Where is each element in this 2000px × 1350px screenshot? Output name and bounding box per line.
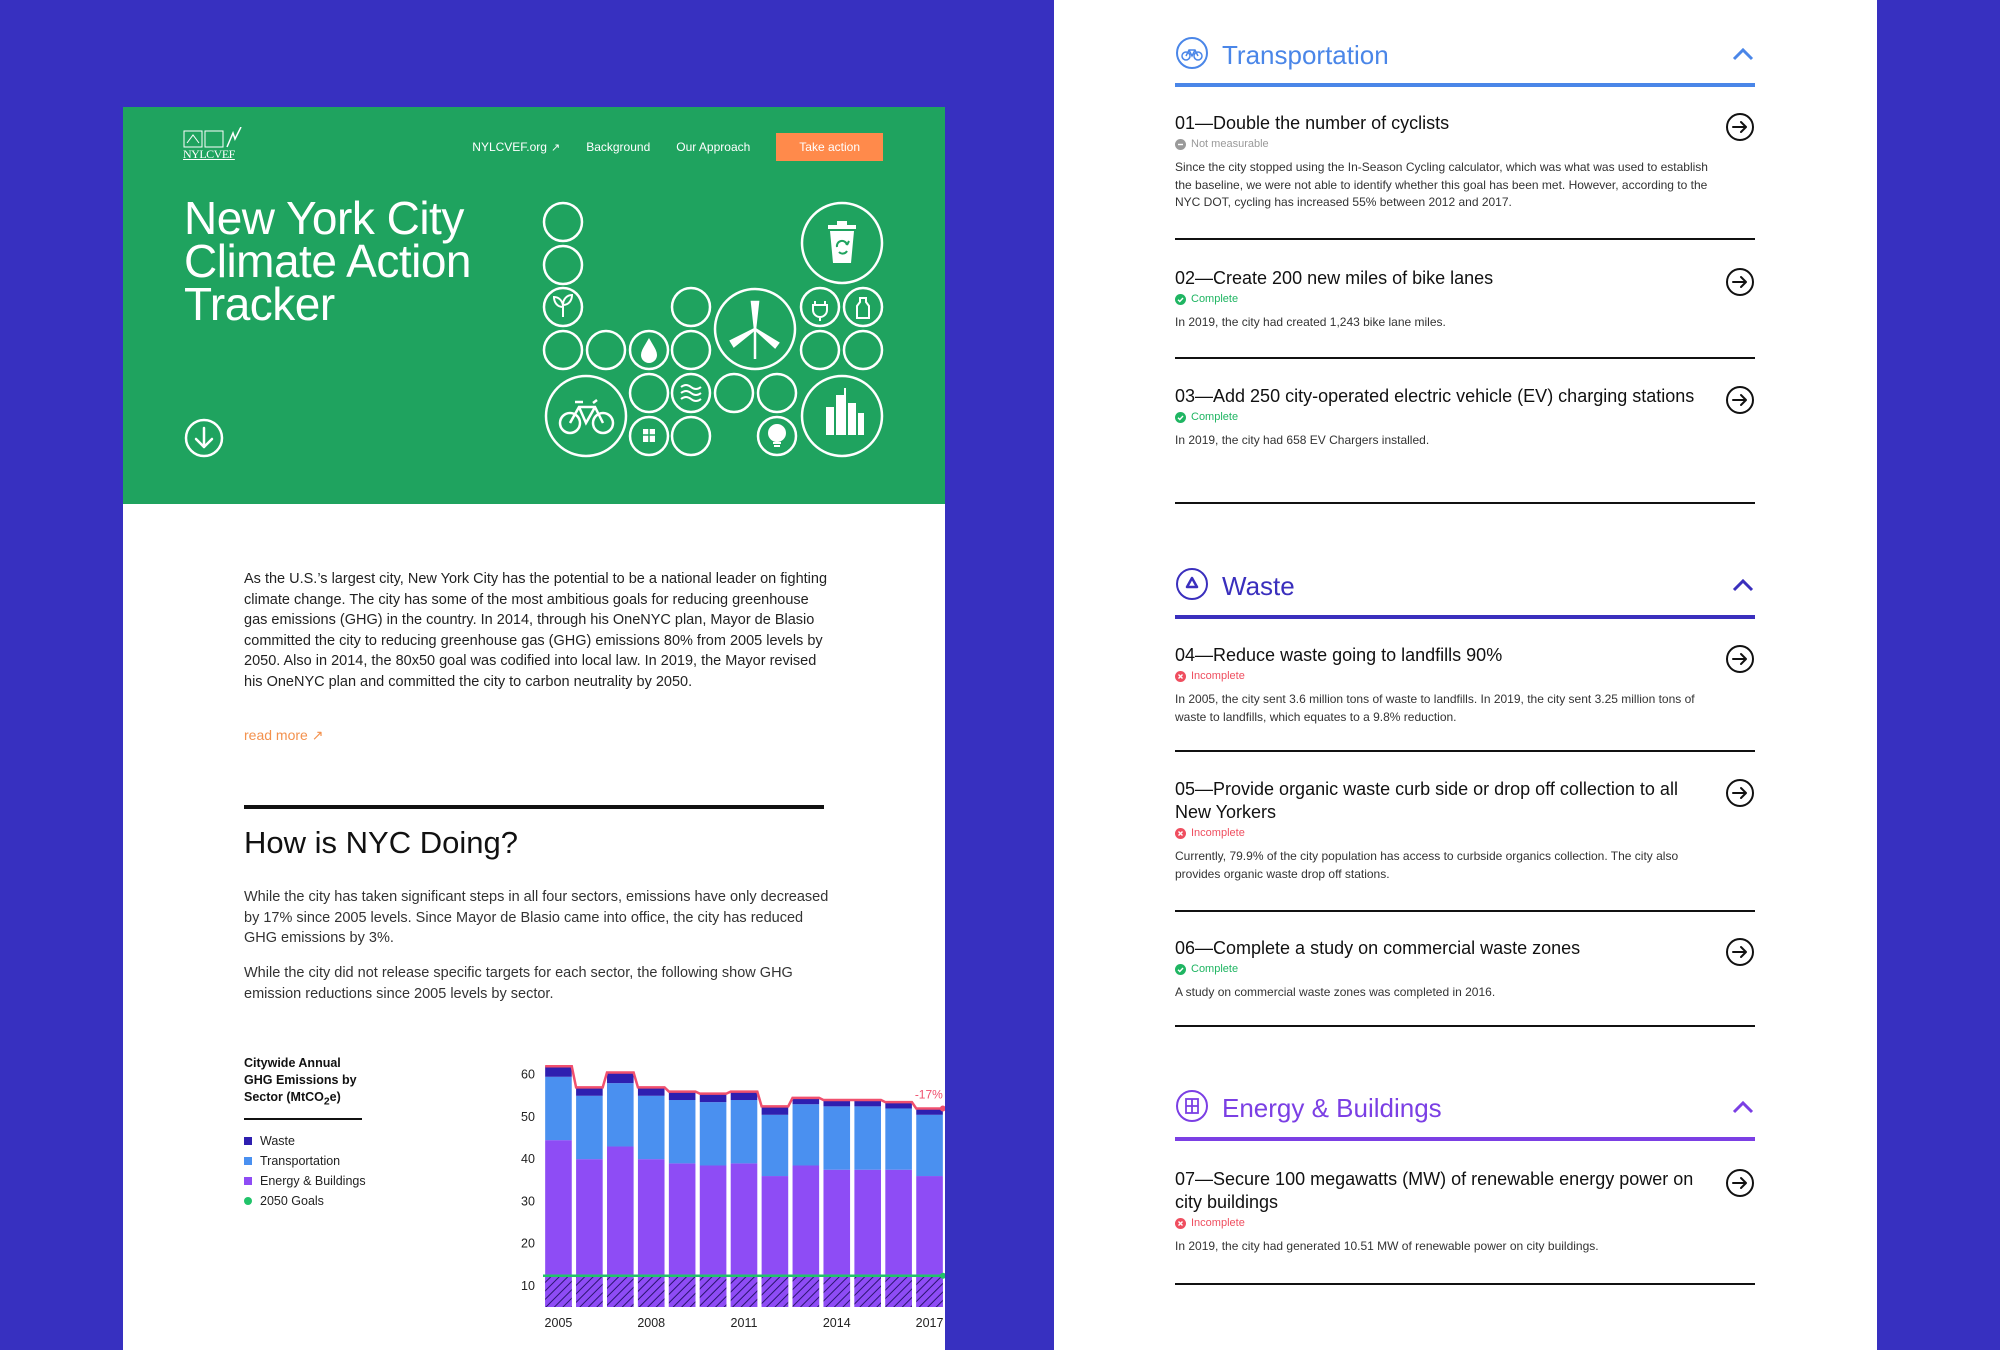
y-tick-label: 10 (521, 1278, 535, 1293)
goal-status-label: Not measurable (1191, 138, 1269, 150)
emissions-chart (393, 1052, 945, 1342)
check-circle-icon (1175, 294, 1186, 305)
goal-divider (1175, 750, 1755, 752)
goal-status (1175, 138, 1755, 150)
x-tick-label: 2011 (730, 1316, 758, 1330)
bar-segment (669, 1092, 696, 1100)
nav-background-link[interactable]: Background (586, 140, 651, 154)
goal-hatch (793, 1276, 820, 1307)
waves-icon (681, 385, 701, 401)
category-header-transportation[interactable] (1175, 36, 1755, 76)
goal-hatch (762, 1276, 789, 1307)
arrow-right-icon[interactable] (1725, 1168, 1755, 1198)
bar-segment (545, 1077, 572, 1140)
goal-divider (1175, 910, 1755, 912)
bar-segment (731, 1100, 758, 1163)
chevron-up-icon[interactable] (1731, 577, 1755, 593)
goal-hatch (885, 1276, 912, 1307)
bicycle-icon (1175, 36, 1209, 70)
bubble (544, 288, 582, 326)
bubble (672, 417, 710, 455)
bubble (715, 374, 753, 412)
bar-segment (607, 1073, 634, 1084)
legend-swatch (244, 1157, 252, 1165)
bubble-large-city (802, 376, 882, 456)
category-title: Energy & Buildings (1222, 1093, 1442, 1123)
recycle-bin-icon (828, 221, 856, 263)
goal-description: In 2019, the city had created 1,243 bike lane miles. (1175, 315, 1446, 329)
bar-segment (638, 1087, 665, 1095)
bubble (672, 374, 710, 412)
logo-icon (183, 127, 243, 149)
arrow-right-icon[interactable] (1725, 778, 1755, 808)
external-link-icon: ↗ (311, 727, 324, 743)
bar-segment (607, 1083, 634, 1146)
goal-description: A study on commercial waste zones was completed in 2016. (1175, 985, 1496, 999)
logo-text: NYLCVEF (183, 147, 235, 161)
bubble (672, 288, 710, 326)
bar-segment (576, 1087, 603, 1095)
goal-title: 02—Create 200 new miles of bike lanes (1175, 268, 1494, 288)
goal-status (1175, 411, 1755, 423)
goal-status (1175, 670, 1755, 682)
arrow-right-icon[interactable] (1725, 385, 1755, 415)
bubble (630, 417, 668, 455)
bubble (844, 331, 882, 369)
nav-approach-link[interactable]: Our Approach (676, 140, 751, 154)
arrow-right-icon[interactable] (1725, 112, 1755, 142)
bar-segment (700, 1094, 727, 1102)
goal-title: 04—Reduce waste going to landfills 90% (1175, 645, 1503, 665)
building-grid-icon (1175, 1089, 1209, 1123)
goal-hatch (823, 1276, 850, 1307)
minus-circle-icon (1175, 139, 1186, 150)
city-buildings-icon (826, 388, 864, 435)
category-divider (1175, 615, 1755, 619)
goal-item[interactable] (1175, 385, 1755, 450)
bubble (544, 203, 582, 241)
bubble (672, 331, 710, 369)
goal-description: In 2019, the city had 658 EV Chargers installed. (1175, 433, 1430, 447)
bar-segment (762, 1106, 789, 1114)
left-panel (123, 107, 945, 1350)
bubble (630, 374, 668, 412)
goal-status (1175, 963, 1755, 975)
bar-segment (731, 1092, 758, 1100)
goal-divider (1175, 238, 1755, 240)
logo[interactable] (183, 127, 243, 161)
bar-segment (854, 1106, 881, 1169)
goal-status-label: Complete (1191, 293, 1239, 305)
recycle-icon (1175, 567, 1209, 601)
y-tick-label: 40 (521, 1152, 535, 1167)
bubble (630, 331, 668, 369)
bar-segment (823, 1106, 850, 1169)
hero (123, 107, 945, 504)
goal-status-label: Complete (1191, 963, 1239, 975)
chart-title-subscript: 2 (323, 1096, 330, 1108)
external-link-icon: ↗ (550, 142, 561, 154)
category-title: Transportation (1222, 40, 1389, 70)
chart-legend (244, 1131, 366, 1211)
goal-status (1175, 827, 1755, 839)
goal-hatch (607, 1276, 634, 1307)
x-circle-icon (1175, 671, 1186, 682)
goal-item[interactable] (1175, 1168, 1755, 1256)
arrow-right-icon[interactable] (1725, 937, 1755, 967)
y-tick-label: 20 (521, 1236, 535, 1251)
legend-item-energy (244, 1171, 366, 1191)
x-tick-label: 2005 (544, 1316, 573, 1330)
legend-swatch (244, 1197, 252, 1205)
goal-status (1175, 1217, 1755, 1229)
intro-paragraph: As the U.S.’s largest city, New York City has the potential to be a national leader on fighting climate change. The city has some of the most ambitious goals for reducing greenhouse gas emissions (GHG) in the country. In 2014, through his OneNYC plan, Mayor de Blasio committed the city to reducing greenhouse gas (GHG) emissions 80% from 2005 levels by 2050. Also in 2014, the 80x50 goal was codified into local law. In 2019, the Mayor revised his OneNYC plan and committed the city to carbon neutrality by 2050. (244, 571, 828, 690)
goal-title: 01—Double the number of cyclists (1175, 113, 1450, 133)
goal-divider (1175, 1283, 1755, 1285)
goal-hatch (854, 1276, 881, 1307)
goal-status-label: Complete (1191, 411, 1239, 423)
x-circle-icon (1175, 828, 1186, 839)
chart-title (244, 1055, 369, 1111)
read-more-label: read more (244, 727, 308, 743)
bubble-large-bike (546, 376, 626, 456)
water-drop-icon (642, 340, 656, 362)
light-bulb-icon (769, 425, 785, 446)
category-divider (1175, 1137, 1755, 1141)
summary-paragraph-1: While the city has taken significant steps in all four sectors, emissions have only decreased by 17% since 2005 levels. Since Mayor de Blasio came into office, the city has reduced GHG emissions by 3%. (244, 889, 829, 947)
goal-title: 06—Complete a study on commercial waste zones (1175, 938, 1581, 958)
bar-segment (762, 1115, 789, 1176)
goal-hatch (669, 1276, 696, 1307)
goal-item[interactable] (1175, 112, 1755, 212)
x-tick-label: 2017 (915, 1316, 944, 1330)
goal-hatch (576, 1276, 603, 1307)
chart-title-main: Citywide Annual GHG Emissions by Sector (MtCO (244, 1056, 357, 1104)
bubble (844, 288, 882, 326)
sprout-icon (554, 295, 572, 317)
hero-title: New York City Climate Action Tracker (184, 192, 472, 330)
goal-description: In 2019, the city had generated 10.51 MW of renewable power on city buildings. (1175, 1239, 1599, 1253)
goal-status-label: Incomplete (1191, 827, 1245, 839)
building-icon (643, 429, 655, 442)
bubble (587, 331, 625, 369)
scroll-down-icon[interactable] (184, 418, 224, 458)
legend-item-transportation (244, 1151, 366, 1171)
goal-description: Since the city stopped using the In-Season Cycling calculator, which was what was used to establish the baseline, we were not able to identify whether this goal has been met. However, according to the NYC DOT, cycling has increased 55% between 2012 and 2017. (1175, 160, 1708, 209)
take-action-button[interactable]: Take action (776, 133, 883, 161)
bar-segment (669, 1100, 696, 1163)
goal-description: In 2005, the city sent 3.6 million tons of waste to landfills. In 2019, the city sent 3.25 million tons of waste to landfills, which equates to a 9.8% reduction. (1175, 692, 1695, 724)
chart-title-divider (244, 1118, 362, 1120)
summary-paragraph-2: While the city did not release specific targets for each sector, the following show GHG emission reductions since 2005 levels by sector. (244, 965, 793, 1002)
goal-divider (1175, 1025, 1755, 1027)
goal-item[interactable] (1175, 267, 1755, 332)
goal-item[interactable] (1175, 644, 1755, 726)
bubble (801, 331, 839, 369)
category-header-energy-buildings[interactable] (1175, 1089, 1755, 1129)
right-panel (1054, 0, 1877, 1350)
section-title: How is NYC Doing? (244, 825, 518, 860)
check-circle-icon (1175, 412, 1186, 423)
legend-item-goals (244, 1191, 366, 1211)
legend-item-waste (244, 1131, 366, 1151)
goal-title: 03—Add 250 city-operated electric vehicle (EV) charging stations (1175, 386, 1695, 406)
y-tick-label: 50 (521, 1109, 535, 1124)
chevron-up-icon[interactable] (1731, 1099, 1755, 1115)
bubble (758, 374, 796, 412)
goal-hatch (916, 1276, 943, 1307)
legend-label: 2050 Goals (260, 1194, 324, 1208)
bubble (544, 331, 582, 369)
bar-segment (793, 1104, 820, 1165)
plug-icon (813, 301, 827, 321)
arrow-right-icon[interactable] (1725, 267, 1755, 297)
bubble-large-windmill (715, 289, 795, 369)
x-tick-label: 2014 (822, 1316, 851, 1330)
check-circle-icon (1175, 964, 1186, 975)
x-tick-label: 2008 (637, 1316, 666, 1330)
goal-status (1175, 293, 1755, 305)
goal-hatch (700, 1276, 727, 1307)
bubble (758, 417, 796, 455)
legend-swatch (244, 1137, 252, 1145)
bubble (544, 246, 582, 284)
goal-title: 07—Secure 100 megawatts (MW) of renewable energy power on city buildings (1175, 1169, 1694, 1212)
category-divider (1175, 83, 1755, 87)
bar-segment (885, 1108, 912, 1169)
goal-hatch (638, 1276, 665, 1307)
goal-hatch (731, 1276, 758, 1307)
bubble (801, 288, 839, 326)
legend-swatch (244, 1177, 252, 1185)
goal-status-label: Incomplete (1191, 670, 1245, 682)
goal-item[interactable] (1175, 778, 1755, 883)
goal-divider (1175, 502, 1755, 504)
bubble-large-recycle (802, 203, 882, 283)
goal-hatch (545, 1276, 572, 1307)
bar-segment (545, 1066, 572, 1077)
x-circle-icon (1175, 1218, 1186, 1229)
legend-label: Waste (260, 1134, 295, 1148)
chart-title-end: e) (329, 1090, 341, 1104)
main-nav (472, 133, 883, 161)
section-divider (244, 805, 824, 809)
goal-status-label: Incomplete (1191, 1217, 1245, 1229)
category-header-waste[interactable] (1175, 567, 1755, 607)
goal-description: Currently, 79.9% of the city population has access to curbside organics collection. The city also provides organic waste drop off stations. (1175, 849, 1679, 881)
nav-site-link[interactable] (472, 140, 560, 154)
bottle-icon (857, 298, 869, 318)
chevron-up-icon[interactable] (1731, 46, 1755, 62)
chart-annotation: -17% (914, 1087, 943, 1102)
arrow-right-icon[interactable] (1725, 644, 1755, 674)
bar-segment (700, 1102, 727, 1165)
bar-segment (638, 1096, 665, 1159)
goal-item[interactable] (1175, 937, 1755, 1002)
bar-segment (916, 1115, 943, 1176)
legend-label: Transportation (260, 1154, 341, 1168)
wind-turbine-icon (731, 302, 778, 359)
category-title: Waste (1222, 571, 1295, 601)
bar-segment (576, 1096, 603, 1159)
y-tick-label: 30 (521, 1194, 535, 1209)
bicycle-icon (560, 400, 613, 433)
y-tick-label: 60 (521, 1067, 535, 1082)
legend-label: Energy & Buildings (260, 1174, 366, 1188)
goal-divider (1175, 357, 1755, 359)
goal-title: 05—Provide organic waste curb side or drop off collection to all New Yorkers (1175, 779, 1678, 822)
nav-site-label: NYLCVEF.org (472, 140, 547, 154)
read-more-link[interactable] (244, 727, 323, 744)
